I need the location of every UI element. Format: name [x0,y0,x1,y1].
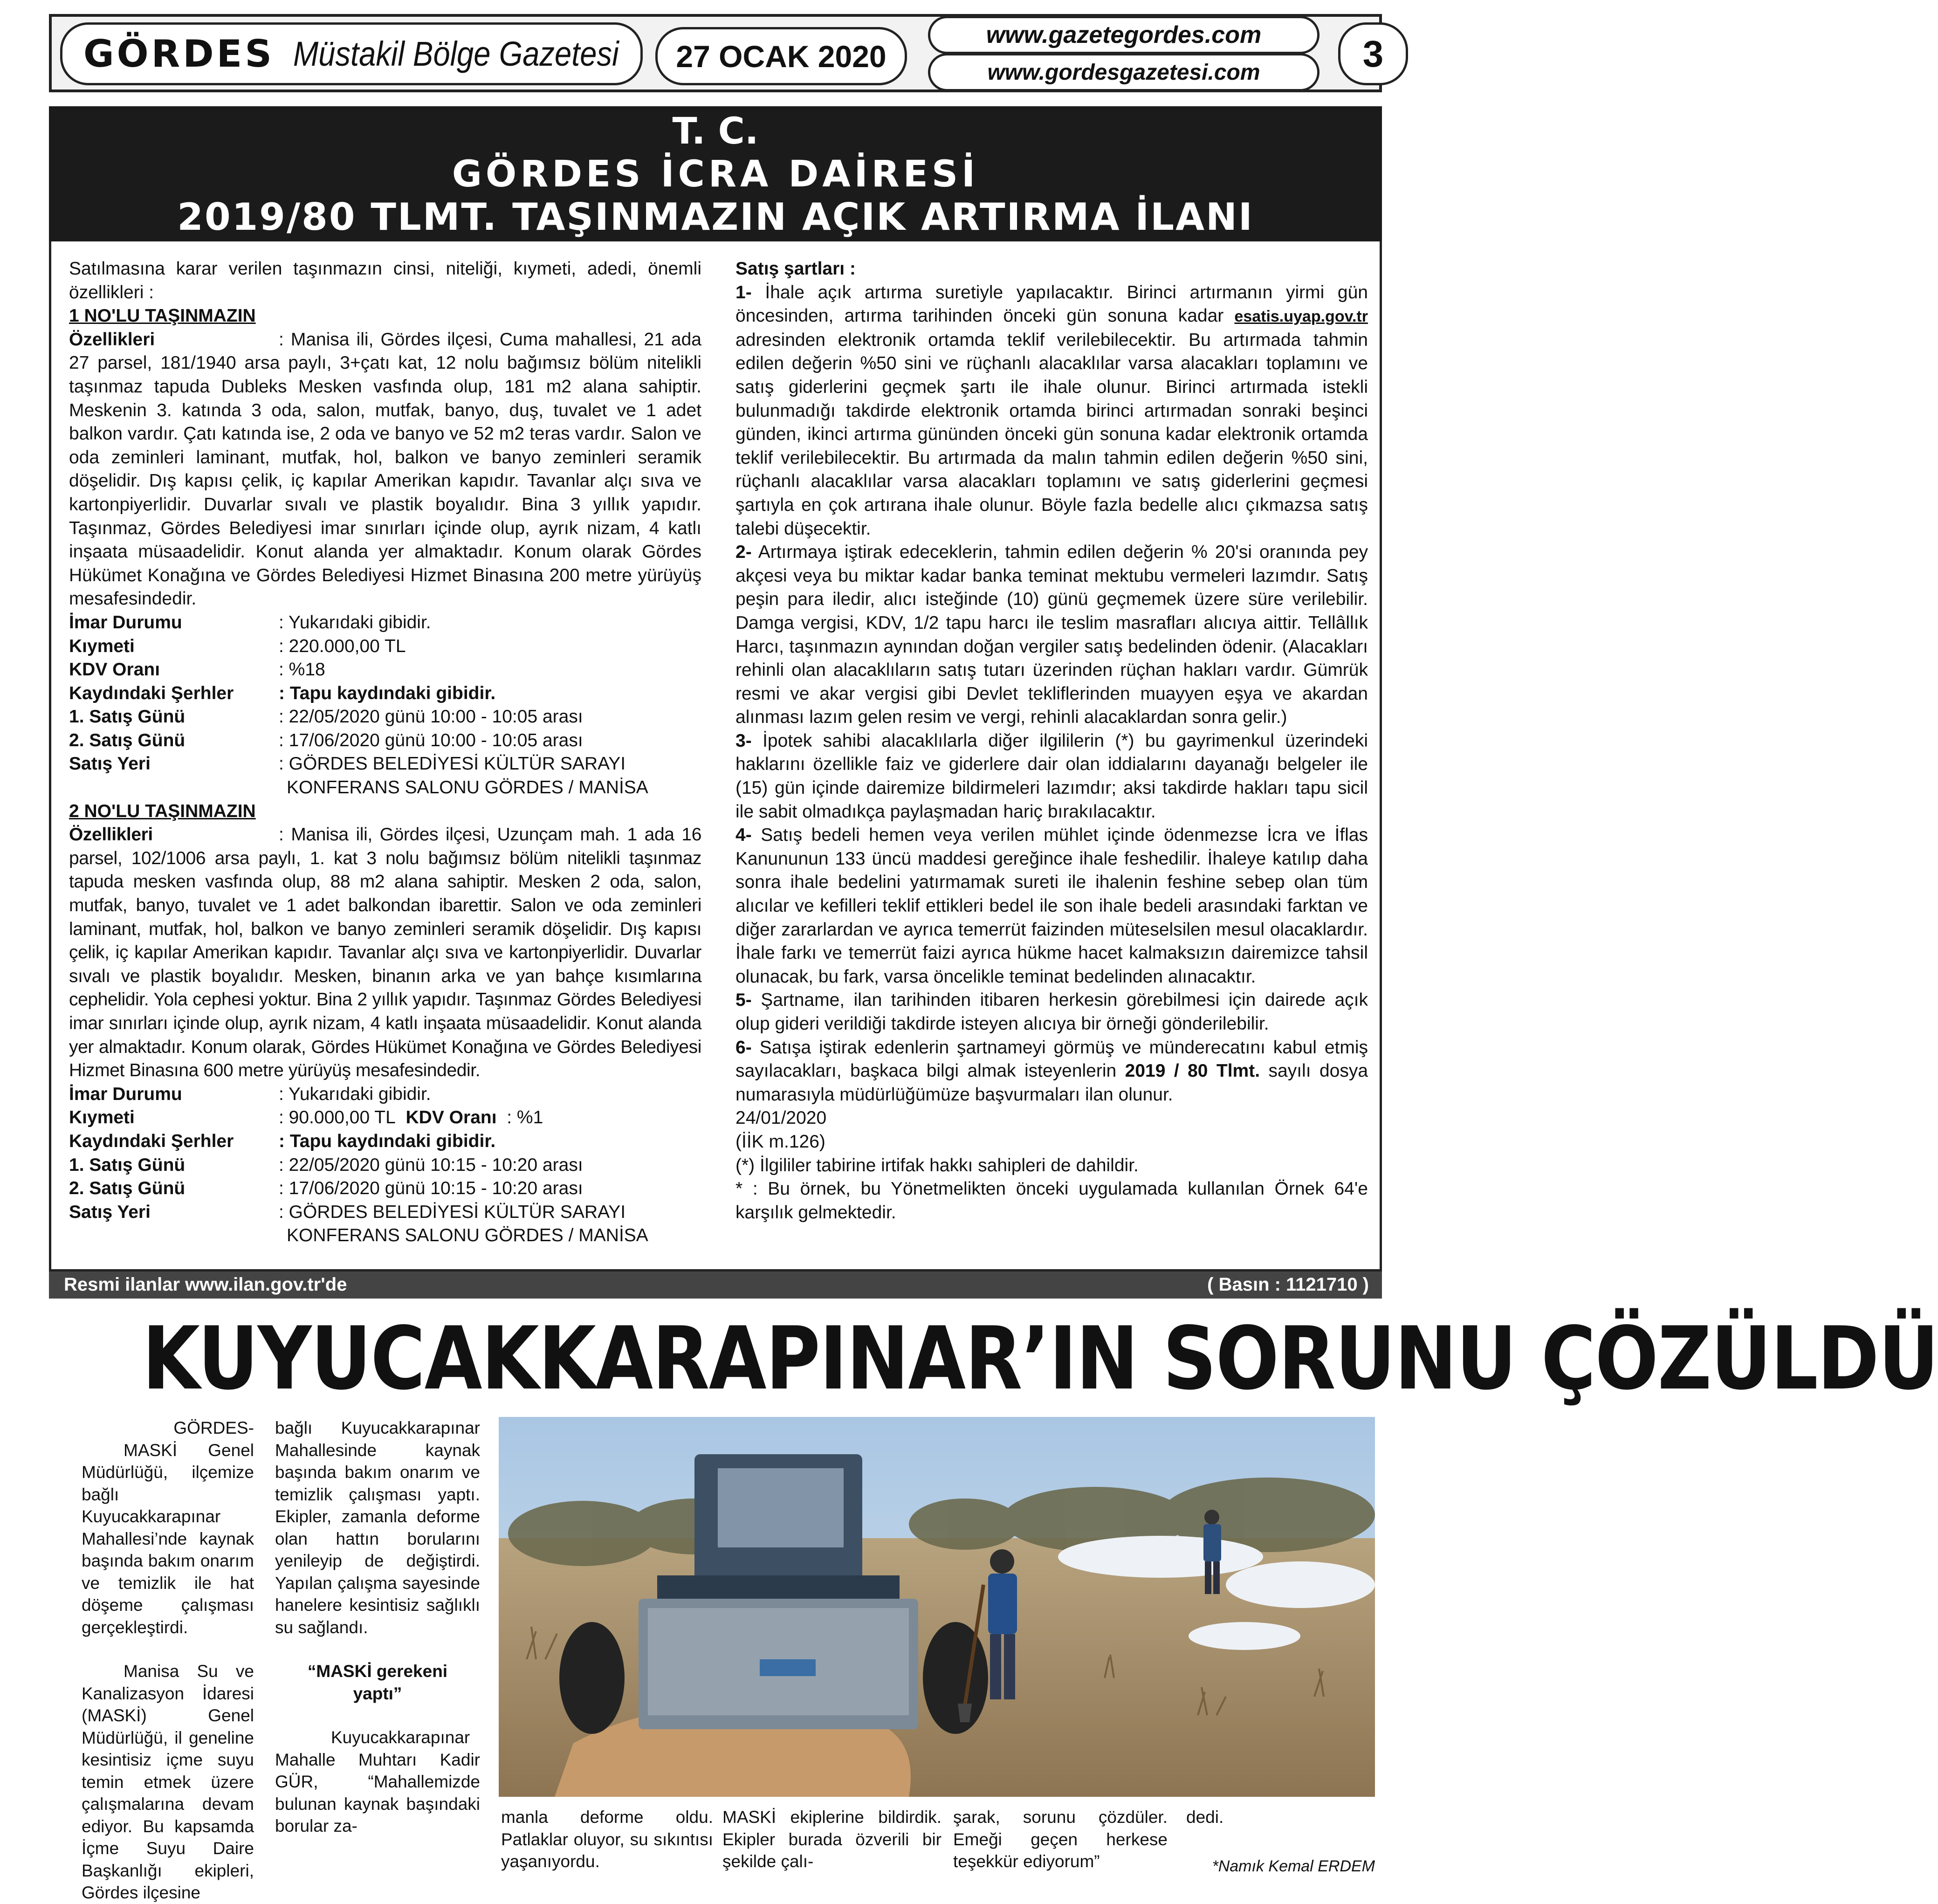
property1-sale2-row: 2. Satış Günü : 17/06/2020 günü 10:00 - 10:05 arası [69,730,583,750]
property2-imar-row: İmar Durumu : Yukarıdaki gibidir. [69,1084,431,1104]
property1-value-row: Kıymeti : 220.000,00 TL [69,636,406,656]
condition-2: 2- Artırmaya iştirak edeceklerin, tahmin edilen değerin % 20'si oranında pey akçesi veya bu miktar kadar banka teminat mektubu vermeleri lazımdır. Satış peşin para iledir, alıcı isteğinde (10) günü geçmemek üzere süre verilebilir. Damga vergisi, KDV, 1/2 tapu harcı ile teslim masrafları alıcıya aittir. Tellâllık Harcı, taşınmazın aynından doğan vergiler satış bedelinden ödenir. (Alacakları rehinli olan alacaklıların satış tutarı üzerinden rüçhan hakları vardır. Gümrük resmi ve akar vergisi gibi Devlet tekliflerinden muayyen eşya ve akardan alınması lazım gelen resim ve vergi, rehinli alacaklardan sonra gelir.) [735,542,1368,728]
conditions-heading: Satış şartları : [735,259,856,279]
article-column-5: şarak, sorunu çözdüler. Emeği geçen herkese teşekkür ediyorum” [953,1808,1168,1871]
property2-place-row: Satış Yeri : GÖRDES BELEDİYESİ KÜLTÜR SARAYI [69,1202,626,1222]
article-column-1 [82,1417,254,1904]
issue-date: 27 OCAK 2020 [655,27,907,85]
notice-title-line2: GÖRDES İCRA DAİRESİ [452,153,979,195]
article-subhead: “MASKİ gerekeni yaptı” [307,1662,448,1703]
article-column-2 [275,1417,480,1837]
condition-4: 4- Satış bedeli hemen veya verilen mühlet içinde ödenmezse İcra ve İflas Kanununun 133 üncü maddesi gereğince ihale feshedilir. İhaleye katılıp daha sonra ihale bedelini yatırmamak sureti ile ihalenin feshine sebep olan tüm alıcılar ve kefilleri teklif ettikleri bedel ile son ihale bedeli arasındaki farktan ve diğer zararlardan ve ayrıca temerrüt faizinden müteselsilen mesul olacaklardır. İhale farkı ve temerrüt faizi ayrıca hükme hacet kalmaksızın dairemizce tahsil olunacak, bu fark, varsa öncelikle teminat bedelinden alınacaktır. [735,825,1368,987]
article-paragraph-4: Kuyucakkarapınar Mahalle Muhtarı Kadir GÜR, “Mahallemizde bulunan kaynak başındaki borular za- [275,1728,480,1835]
article-paragraph-2: Manisa Su ve Kanalizasyon İdaresi (MASKİ) Genel Müdürlüğü, il geneline kesintisiz içme suyu temin etmek üzere çalışmalarına devam ediyor. Bu kapsamda İçme Suyu Daire Başkanlığı ekipleri, Gördes ilçesine [82,1662,254,1902]
website-link-2[interactable]: www.gordesgazetesi.com [928,53,1319,91]
article-column-3: manla deforme oldu. Patlaklar oluyor, su sıkıntısı yaşanıyordu. [501,1808,713,1871]
property1-imar-row: İmar Durumu : Yukarıdaki gibidir. [69,612,431,632]
property1-features [69,328,701,611]
condition-6: 6- Satışa iştirak edenlerin şartnameyi görmüş ve münderecatını kabul etmiş sayılacakları, başkaca bilgi almak isteyenlerin 2019 / 80 Tlmt. sayılı dosya numarasıyla müdürlüğümüze başvurmaları ilan olunur. [735,1037,1368,1105]
condition-3: 3- İpotek sahibi alacaklılarla diğer ilgililerin (*) bu gayrimenkul üzerindeki haklarını özellikle faiz ve giderlere dair olan iddialarını dayanağı belgeler ile (15) gün içinde dairemize bildirmeleri lazımdır; aksi takdirde hakları tapu sicil ile sabit olmadıkça paylaşmadan hariç bırakılacaktır. [735,730,1368,822]
article-column-6: dedi. [1186,1808,1224,1827]
notice-note-2: * : Bu örnek, bu Yönetmelikten önceki uygulamada kullanılan Örnek 64'e karşılık gelmektedir. [735,1179,1368,1223]
property2-place-line2: KONFERANS SALONU GÖRDES / MANİSA [287,1225,648,1246]
property1-place-row: Satış Yeri : GÖRDES BELEDİYESİ KÜLTÜR SARAYI [69,754,626,774]
notice-title-line3: 2019/80 TLMT. TAŞINMAZIN AÇIK ARTIRMA İLANI [177,195,1254,239]
article-column-4: MASKİ ekiplerine bildirdik. Ekipler burada özverili bir şekilde çalı- [722,1808,942,1871]
notice-ref: (İİK m.126) [735,1131,825,1152]
property2-features [69,823,701,1083]
byline: *Namık Kemal ERDEM [1212,1857,1375,1875]
dateline: GÖRDES- [173,1418,254,1437]
excavation-photo [499,1417,1375,1797]
property2-heading: 2 NO'LU TAŞINMAZIN [69,801,256,821]
newspaper-name [60,22,643,85]
newspaper-subtitle: Müstakil Bölge Gazetesi [293,34,619,73]
brand-name: GÖRDES [83,32,275,76]
page-number: 3 [1338,22,1408,85]
official-ads-link[interactable]: Resmi ilanlar www.ilan.gov.tr'de [64,1274,347,1295]
property1-sale1-row: 1. Satış Günü : 22/05/2020 günü 10:00 - 10:05 arası [69,707,583,727]
article-paragraph-3: bağlı Kuyucakkarapınar Mahallesinde kaynak başında bakım onarım ve temizlik çalışması yaptı. Ekipler, zamanla deforme olan hattın borularını yenileyip de değiştirdi. Yapılan çalışma sayesinde hanelere kesintisiz sağlıklı su sağlandı. [275,1418,480,1637]
property2-sale1-row: 1. Satış Günü : 22/05/2020 günü 10:15 - 10:20 arası [69,1155,583,1175]
notice-left-column [69,257,701,1248]
property1-heading: 1 NO'LU TAŞINMAZIN [69,306,256,326]
notice-intro: Satılmasına karar verilen taşınmazın cinsi, niteliği, kıymeti, adedi, önemli özellikleri : [69,259,701,302]
website-link-1[interactable]: www.gazetegordes.com [928,16,1319,54]
property1-features-text: : Manisa ili, Gördes ilçesi, Cuma mahallesi, 21 ada 27 parsel, 181/1940 arsa paylı, 3+çatı kat, 12 nolu bağımsız bölüm nitelikli taşınmaz tapuda Dubleks Mesken vasfında olup, 181 m2 alana sahiptir. Meskenin 3. katında 3 oda, salon, mutfak, banyo, duş, tuvalet ve 1 adet balkon vardır. Çatı katında ise, 2 oda ve banyo ve 52 m2 teras vardır. Salon ve oda zeminleri laminant, mutfak, hol, balkon ve banyo zeminleri seramik döşelidir. Dış kapısı çelik, iç kapılar Amerikan kapıdır. Tavanlar alçı sıva ve kartonpiyerlidir. Duvarlar sıvalı ve plastik boyalıdır. Bina 3 yıllık yapıdır. Taşınmaz, Gördes Belediyesi imar sınırları içinde olup, ayrık nizam, 4 katlı inşaata müsaadelidir. Konut alanda yer almaktadır. Konum olarak Gördes Hükümet Konağına ve Gördes Belediyesi Hizmet Binasına 200 metre yürüyüş mesafesindedir. [69,329,701,609]
article-headline: KUYUCAKKARAPINAR’IN SORUNU ÇÖZÜLDÜ [142,1308,1938,1409]
property1-features-label: Özellikleri [69,329,155,350]
property2-features-text: : Manisa ili, Gördes ilçesi, Uzunçam mah. 1 ada 16 parsel, 102/1006 arsa paylı, 1. kat 3 nolu bağımsız bölüm nitelikli taşınmaz tapuda mesken vasfında olup, 88 m2 alana sahiptir. Mesken 2 oda, salon, mutfak, banyo, tuvalet ve 1 adet balkondan ibarettir. Salon ve oda zeminleri laminant, mutfak, hol, balkon ve banyo zeminleri seramik döşelidir. Dış kapısı çelik, iç kapılar Amerikan kapıdır. Tavanlar alçı sıva ve kartonpiyerlidir. Duvarlar sıvalı ve plastik boyalıdır. Mesken, binanın arka ve yan bahçe kısımlarına cephelidir. Yola cephesi yoktur. Bina 2 yıllık yapıdır. Taşınmaz Gördes Belediyesi imar sınırları içinde olup, ayrık nizam, 4 katlı inşaata müsaadelidir. Konut alanda yer almaktadır. Konum olarak, Gördes Hükümet Konağına ve Gördes Belediyesi Hizmet Binasına 600 metre yürüyüş mesafesindedir. [69,825,701,1081]
notice-title-line1: T. C. [672,110,759,152]
property1-kdv-row: KDV Oranı : %18 [69,660,325,680]
notice-footer [49,1272,1382,1299]
masthead [49,14,1382,92]
condition-5: 5- Şartname, ilan tarihinden itibaren herkesin görebilmesi için dairede açık olup gideri verildiği takdirde isteyen alıcıya bir örneği gönderilebilir. [735,990,1368,1034]
notice-note-1: (*) İlgililer tabirine irtifak hakkı sahipleri de dahildir. [735,1155,1139,1175]
property1-serh-row: Kaydındaki Şerhler : Tapu kaydındaki gibidir. [69,683,496,703]
notice-header [49,106,1382,241]
property2-sale2-row: 2. Satış Günü : 17/06/2020 günü 10:15 - 10:20 arası [69,1178,583,1199]
property2-serh-row: Kaydındaki Şerhler : Tapu kaydındaki gibidir. [69,1131,496,1151]
article-paragraph-1: MASKİ Genel Müdürlüğü, ilçemize bağlı Kuyucakkarapınar Mahallesi’nde kaynak başında bakım onarım ve temizlik ile hat döşeme çalışması gerçekleştirdi. [82,1440,254,1637]
esatis-link[interactable]: esatis.uyap.gov.tr [1234,308,1368,326]
property1-place-line2: KONFERANS SALONU GÖRDES / MANİSA [287,777,648,798]
condition-1: 1- İhale açık artırma suretiyle yapılacaktır. Birinci artırmanın yirmi gün öncesinden, artırma tarihinden önceki gün sonuna kadar esatis.uyap.gov.tr adresinden elektronik ortamda teklif verilebilecektir. Bu artırmada tahmin edilen değerin %50 sini ve rüçhanlı alacaklılar varsa alacakları toplamını ve satış giderlerini geçmek şartı ile ihale olunur. Birinci artırmada istekli bulunmadığı takdirde elektronik ortamda birinci artırmadan sonraki beşinci günden, ikinci artırma gününden önceki gün sonuna kadar elektronik ortamda teklif verilebilecektir. Bu artırmada da malın tahmin edilen değerin %50 sini, rüçhanlı alacaklılar varsa alacakları toplamını ve satış giderlerini geçmesi şartıyla en çok artırana ihale olunur. Böyle fazla bedelle alıcı çıkmazsa satış talebi düşecektir. [735,282,1368,539]
press-number: ( Basın : 1121710 ) [1207,1274,1369,1295]
property2-features-label: Özellikleri [69,825,153,845]
property2-value-row: Kıymeti : 90.000,00 TL KDV Oranı : %1 [69,1107,543,1128]
notice-right-column [735,257,1368,1224]
article-photo [499,1417,1375,1797]
notice-date: 24/01/2020 [735,1108,827,1128]
